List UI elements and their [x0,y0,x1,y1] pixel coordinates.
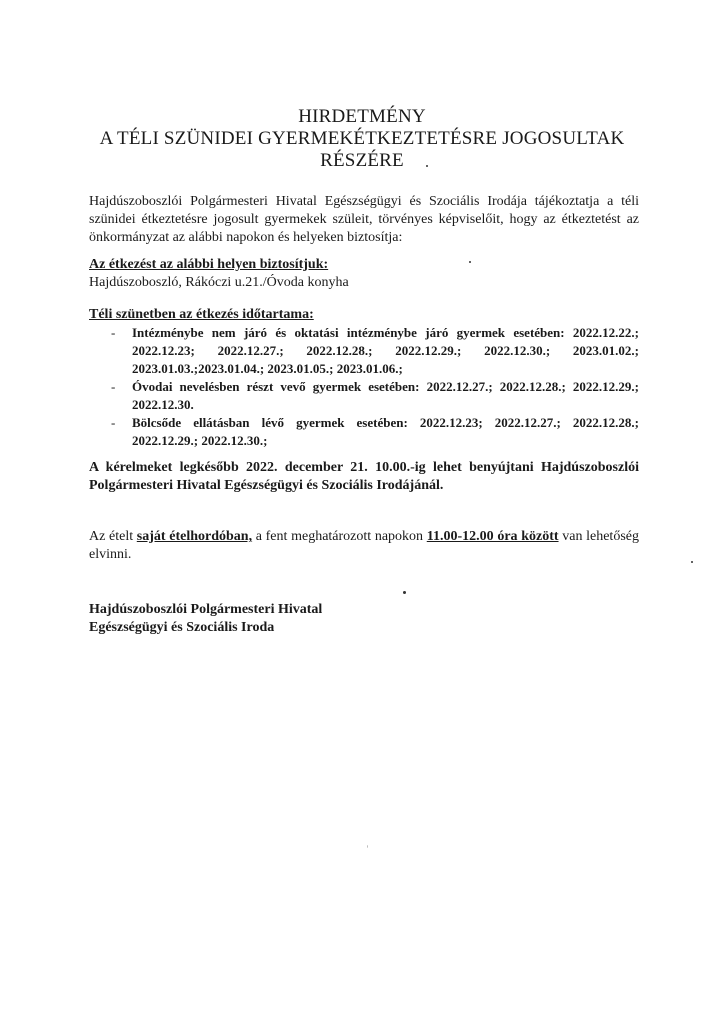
signature-block [89,601,639,637]
title-line-2: A TÉLI SZÜNIDEI GYERMEKÉTKEZTETÉSRE JOGOSULTAK [99,128,625,149]
list-item [89,324,639,378]
intro-text: Hajdúszoboszlói Polgármesteri Hivatal Egészségügyi és Szociális Irodája tájékoztatja a téli szünidei étkeztetésre jogosult gyermekek szüleit, törvényes képviselőit, hogy az étkeztetést az önkormányzat az alábbi napokon és helyeken biztosítja: [89,194,639,245]
food-pickup-paragraph [89,528,639,564]
location-heading: Az étkezést az alábbi helyen biztosítjuk: [89,257,329,272]
scan-speck [403,591,406,594]
list-item-text: Intézménybe nem járó és oktatási intézménybe járó gyermek esetében: 2022.12.22.; 2022.12.23; 2022.12.27.; 2022.12.28.; 2022.12.29.; 2022.12.30.; 2023.01.02.; 2023.01.03.;2023.01.04.; 2023.01.05.; 2023.01.06.; [132,325,639,376]
document-title [60,106,664,172]
scan-speck [469,261,471,263]
list-item-text: Bölcsőde ellátásban lévő gyermek esetében: 2022.12.23; 2022.12.27.; 2022.12.28.; 2022.12.29.; 2022.12.30.; [132,415,639,448]
scan-speck [367,845,368,848]
signature-line-1: Hajdúszoboszlói Polgármesteri Hivatal [89,602,323,617]
bullet-dash: - [111,379,116,394]
title-line-1: HIRDETMÉNY [298,106,426,127]
request-text: A kérelmeket legkésőbb 2022. december 21. 10.00.-ig lehet benyújtani Hajdúszoboszlói Polgármesteri Hivatal Egészségügyi és Szociális Irodájánál. [89,460,639,493]
duration-heading: Téli szünetben az étkezés időtartama: [89,307,314,322]
food-time-window: 11.00-12.00 óra között [426,529,559,544]
bullet-dash: - [111,325,116,340]
food-text-part-2: a fent meghatározott napokon [252,529,427,544]
title-line-3: RÉSZÉRE [320,150,404,171]
food-text-part-3: van lehetőség elvinni. [89,529,639,562]
list-item [89,414,639,450]
list-item-text: Óvodai nevelésben részt vevő gyermek esetében: 2022.12.27.; 2022.12.28.; 2022.12.29.; 2022.12.30. [132,379,639,412]
location-address: Hajdúszoboszló, Rákóczi u.21./Óvoda konyha [89,275,349,290]
duration-section [89,306,639,450]
list-item [89,378,639,414]
duration-list [89,324,639,450]
food-container-note: saját ételhordóban, [136,529,253,544]
location-section [89,256,639,292]
signature-line-2: Egészségügyi és Szociális Iroda [89,620,275,635]
intro-paragraph [89,193,639,247]
bullet-dash: - [111,415,116,430]
scan-speck [426,165,428,167]
scan-speck [691,561,693,563]
food-text-part-1: Az ételt [89,529,137,544]
request-deadline-paragraph [89,459,639,495]
